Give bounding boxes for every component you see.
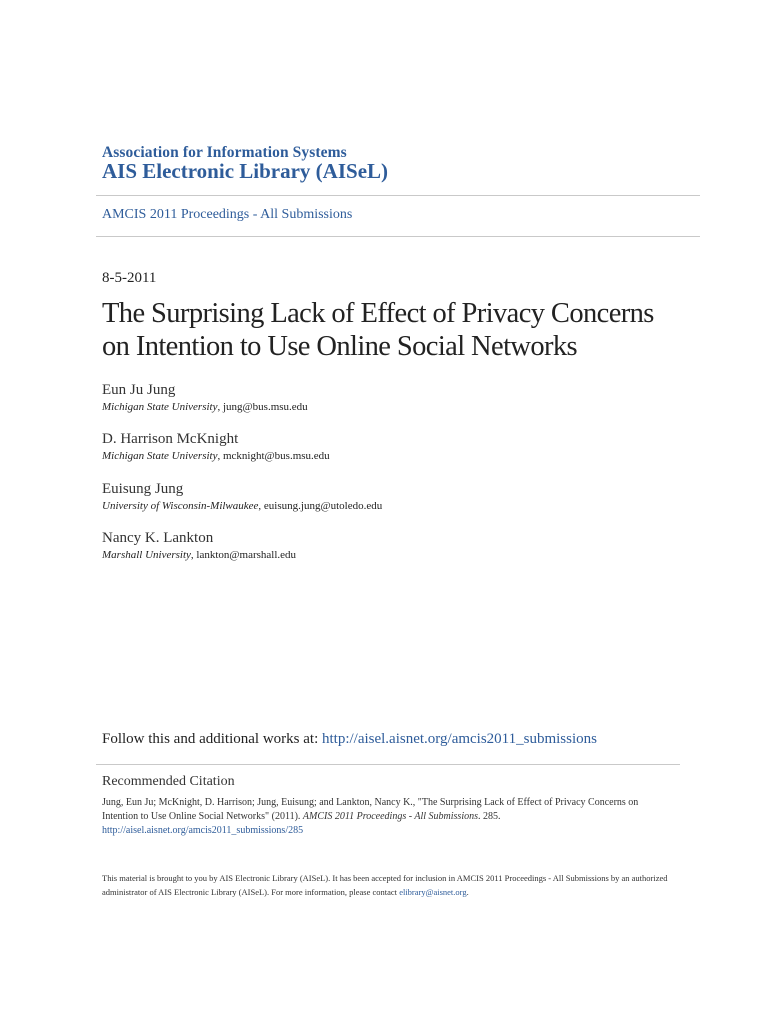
divider xyxy=(96,764,680,765)
author-name: Nancy K. Lankton xyxy=(102,530,214,546)
divider xyxy=(96,195,700,196)
author-block xyxy=(102,381,308,415)
author-affiliation xyxy=(102,548,296,563)
author-name: D. Harrison McKnight xyxy=(102,431,239,447)
author-email: , jung@bus.msu.edu xyxy=(217,401,308,413)
notice-text: This material is brought to you by AIS Electronic Library (AISeL). It has been accepted for inclusion in AMCIS 2011 Proceedings - All Submissions by an authorized administrator of AIS Electronic Library (AISeL). For more information, please contact xyxy=(102,873,668,897)
author-block xyxy=(102,529,296,563)
author-university: Michigan State University xyxy=(102,450,218,462)
author-block xyxy=(102,480,382,514)
author-email: , mcknight@bus.msu.edu xyxy=(217,450,330,462)
citation-body: Jung, Eun Ju; McKnight, D. Harrison; Jung, Euisung; and Lankton, Nancy K., "The Surprising Lack of Effect of Privacy Concerns on Intention to Use Online Social Networks" (2011). xyxy=(102,797,639,822)
collection-link[interactable]: http://aisel.aisnet.org/amcis2011_submissions xyxy=(321,731,597,747)
citation-text xyxy=(102,796,672,838)
author-name: Euisung Jung xyxy=(102,481,184,497)
author-email: , lankton@marshall.edu xyxy=(190,549,297,561)
series-link[interactable]: AMCIS 2011 Proceedings - All Submissions xyxy=(102,207,353,222)
citation-proceedings: AMCIS 2011 Proceedings - All Submissions xyxy=(302,811,478,822)
follow-label: Follow this and additional works at: xyxy=(102,731,322,747)
divider xyxy=(96,236,700,237)
citation-suffix: . 285. xyxy=(477,811,501,822)
organization-name: Association for Information Systems xyxy=(102,144,347,161)
follow-line xyxy=(102,731,597,748)
author-email: , euisung.jung@utoledo.edu xyxy=(258,500,383,512)
notice-end: . xyxy=(466,887,469,897)
contact-email-link[interactable]: elibrary@aisnet.org xyxy=(399,887,467,897)
library-title[interactable]: AIS Electronic Library (AISeL) xyxy=(102,159,389,183)
author-name: Eun Ju Jung xyxy=(102,382,176,398)
title-line: on Intention to Use Online Social Networks xyxy=(102,331,578,362)
rights-notice xyxy=(102,871,682,899)
author-block xyxy=(102,430,330,464)
citation-link[interactable]: http://aisel.aisnet.org/amcis2011_submissions/285 xyxy=(102,825,304,836)
title-line: The Surprising Lack of Effect of Privacy Concerns xyxy=(102,298,654,329)
author-affiliation xyxy=(102,499,382,514)
author-university: Marshall University xyxy=(102,549,191,561)
citation-heading: Recommended Citation xyxy=(102,774,235,789)
author-affiliation xyxy=(102,449,330,464)
author-university: Michigan State University xyxy=(102,401,218,413)
author-university: University of Wisconsin-Milwaukee xyxy=(102,500,259,512)
author-affiliation xyxy=(102,400,308,415)
paper-title xyxy=(102,297,702,363)
publication-date: 8-5-2011 xyxy=(102,270,157,286)
